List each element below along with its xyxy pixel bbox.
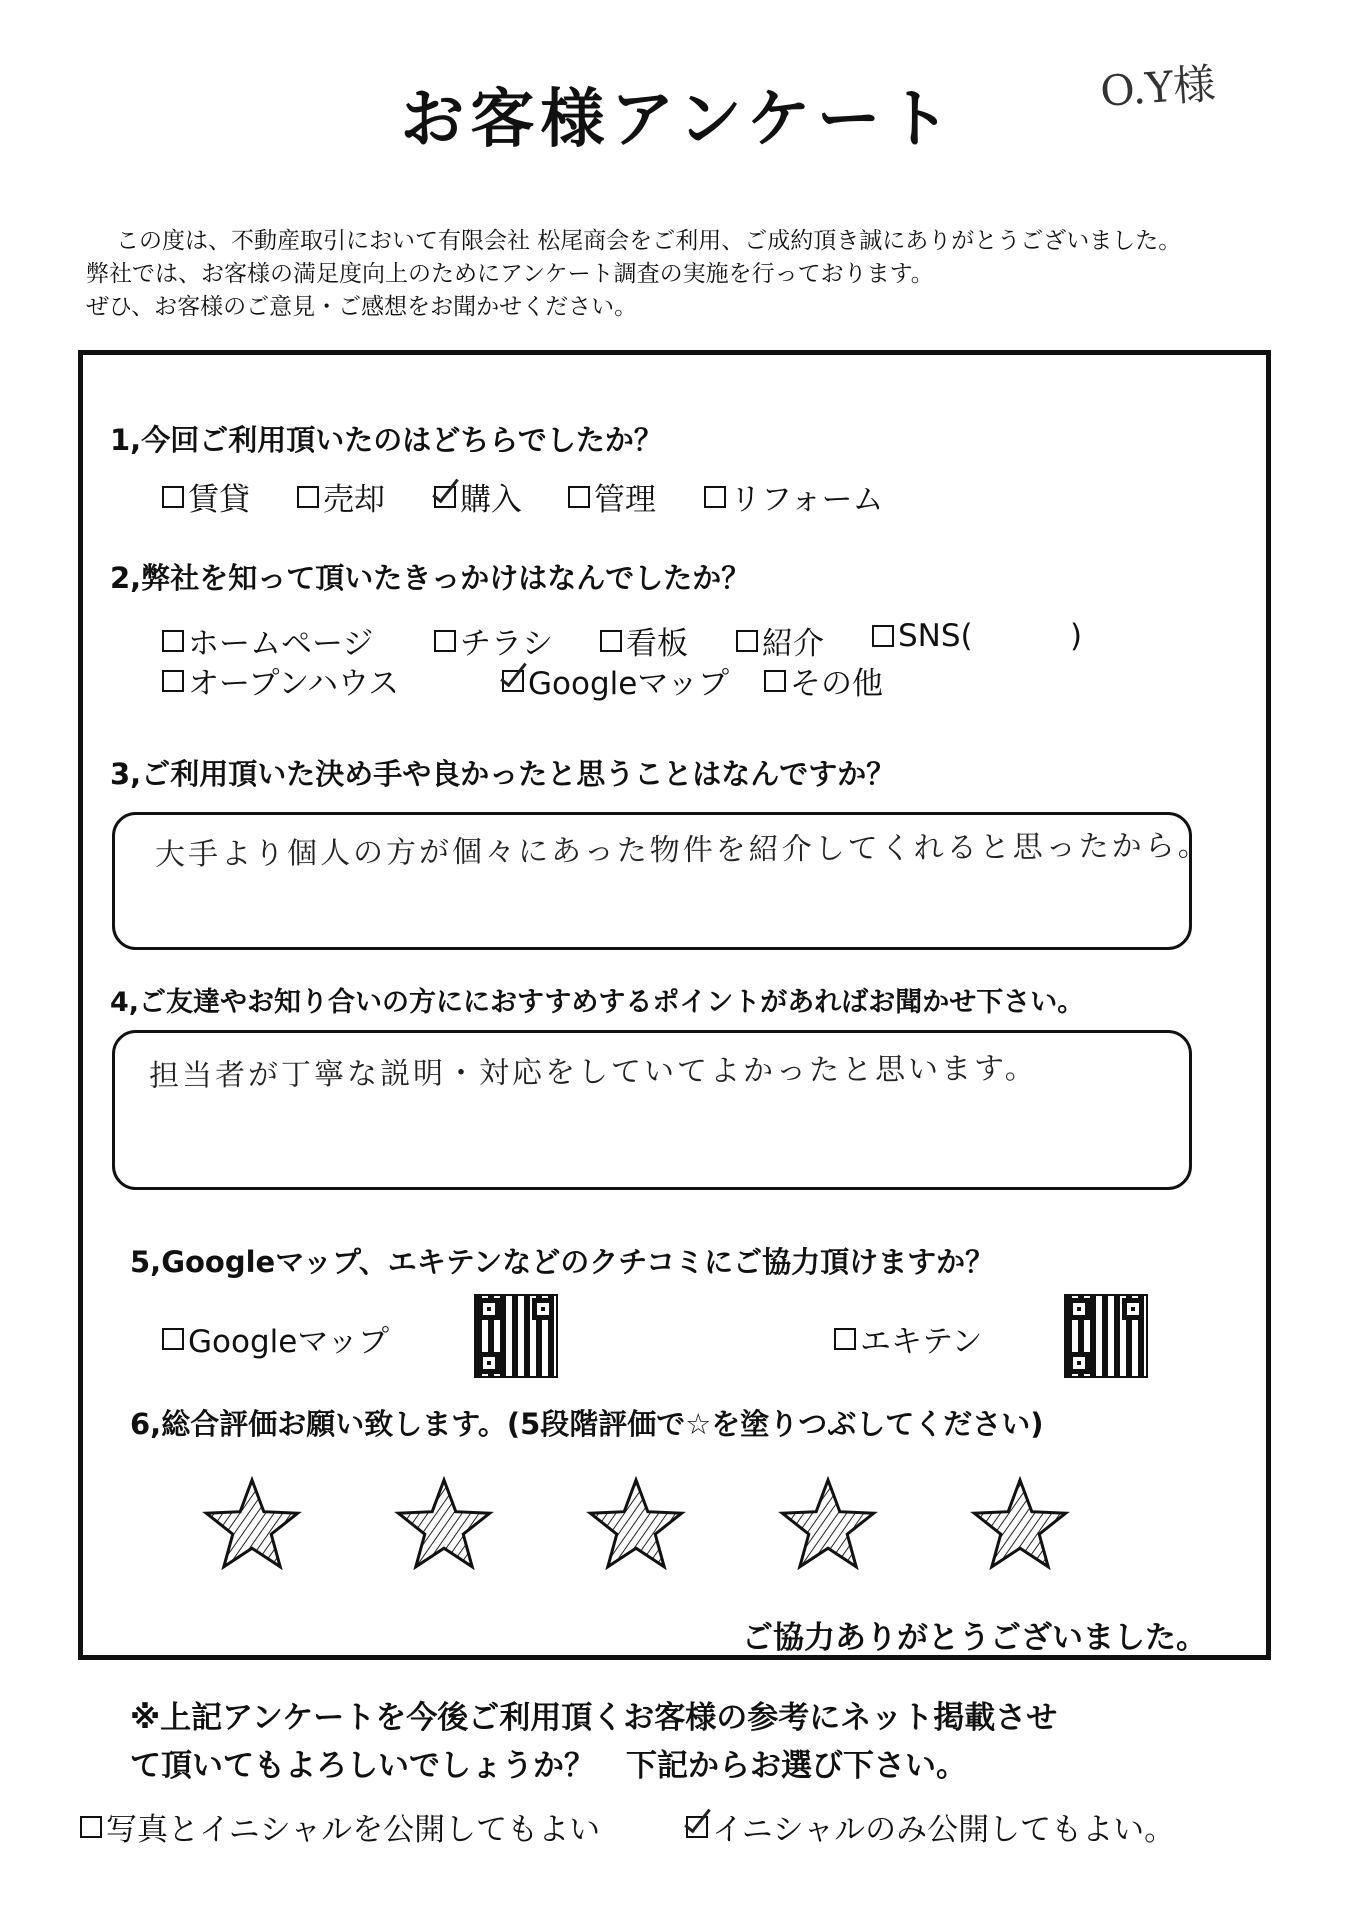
- checkbox[interactable]: [162, 670, 184, 692]
- option-label: 写真とイニシャルを公開してもよい: [106, 1812, 601, 1848]
- checkbox-checked[interactable]: [686, 1816, 708, 1838]
- ekiten-qr-code[interactable]: [1064, 1294, 1148, 1378]
- checkbox[interactable]: [872, 625, 894, 647]
- q3-handwritten-answer: 大手より個人の方が個々にあった物件を紹介してくれると思ったから。: [154, 828, 1211, 873]
- q2-option-sns[interactable]: [872, 618, 973, 654]
- checkbox[interactable]: [162, 1328, 184, 1350]
- q2-option-openhouse[interactable]: [162, 658, 399, 703]
- q1-option-sell[interactable]: [297, 474, 385, 519]
- checkbox[interactable]: [764, 670, 786, 692]
- option-label: ホームページ: [188, 626, 374, 662]
- checkbox-checked[interactable]: [434, 486, 456, 508]
- checkbox[interactable]: [162, 630, 184, 652]
- option-label: 看板: [626, 626, 688, 662]
- page-title: お客様アンケート: [400, 83, 957, 157]
- googlemap-qr-code[interactable]: [474, 1294, 558, 1378]
- q2-option-other[interactable]: [764, 658, 883, 703]
- handwritten-initials: O.Y様: [1098, 59, 1217, 116]
- question-3: 3,ご利用頂いた決め手や良かったと思うことはなんですか？: [110, 757, 896, 791]
- option-label: リフォーム: [730, 482, 884, 518]
- footer-option-initials-only[interactable]: [686, 1804, 1175, 1849]
- intro-text: [86, 225, 1181, 324]
- option-label: 賃貸: [188, 482, 250, 518]
- checkbox[interactable]: [80, 1816, 102, 1838]
- checkbox[interactable]: [162, 486, 184, 508]
- q4-answer-box[interactable]: [112, 1030, 1192, 1190]
- checkbox[interactable]: [297, 486, 319, 508]
- option-label: 売却: [323, 482, 385, 518]
- question-4: 4,ご友達やお知り合いの方ににおすすめするポイントがあればお聞かせ下さい。: [110, 987, 1085, 1018]
- note-line: ※上記アンケートを今後ご利用頂くお客様の参考にネット掲載させ: [130, 1700, 1058, 1736]
- option-label: Googleマップ: [188, 1324, 390, 1360]
- option-label: オープンハウス: [188, 666, 400, 702]
- q2-option-signboard[interactable]: [600, 618, 688, 663]
- option-label: 管理: [594, 482, 656, 518]
- checkbox[interactable]: [736, 630, 758, 652]
- q1-option-reform[interactable]: [704, 474, 883, 519]
- option-label: イニシャルのみ公開してもよい。: [712, 1812, 1176, 1848]
- option-label: Googleマップ: [528, 666, 730, 702]
- q3-answer-box[interactable]: [112, 812, 1211, 950]
- option-label: 紹介: [762, 626, 824, 662]
- option-label: その他: [790, 666, 883, 702]
- sns-close-paren: ): [1070, 618, 1083, 654]
- option-label: エキテン: [860, 1324, 983, 1360]
- q2-option-referral[interactable]: [736, 618, 824, 663]
- question-1: 1,今回ご利用頂いたのはどちらでしたか？: [110, 423, 663, 457]
- q4-handwritten-answer: 担当者が丁寧な説明・対応をしていてよかったと思います。: [148, 1051, 1038, 1094]
- question-6: 6,総合評価お願い致します。(5段階評価で☆を塗りつぶしてください): [130, 1407, 1044, 1441]
- thanks-message: ご協力ありがとうございました。: [742, 1620, 1207, 1656]
- checkbox[interactable]: [704, 486, 726, 508]
- intro-line: 弊社では、お客様の満足度向上のためにアンケート調査の実施を行っております。: [86, 261, 934, 287]
- q2-option-googlemap[interactable]: [502, 658, 729, 703]
- q2-option-flyer[interactable]: [434, 618, 553, 663]
- intro-line: ぜひ、お客様のご意見・ご感想をお聞かせください。: [86, 294, 638, 320]
- q1-option-buy[interactable]: [434, 474, 522, 519]
- checkbox-checked[interactable]: [502, 670, 524, 692]
- question-5: 5,Googleマップ、エキテンなどのクチコミにご協力頂けますか？: [130, 1245, 995, 1279]
- q1-option-manage[interactable]: [568, 474, 656, 519]
- checkbox[interactable]: [568, 486, 590, 508]
- note-line: て頂いてもよろしいでしょうか？ 下記からお選び下さい。: [130, 1748, 967, 1784]
- intro-line: この度は、不動産取引において有限会社 松尾商会をご利用、ご成約頂き誠にありがとうございました。: [116, 228, 1182, 254]
- checkbox[interactable]: [834, 1328, 856, 1350]
- q5-option-ekiten[interactable]: [834, 1316, 982, 1361]
- option-label: 購入: [460, 482, 522, 518]
- footer-option-photo-initials[interactable]: [80, 1804, 600, 1849]
- checkbox[interactable]: [434, 630, 456, 652]
- publication-note: [130, 1694, 1057, 1790]
- checkbox[interactable]: [600, 630, 622, 652]
- q2-option-homepage[interactable]: [162, 618, 373, 663]
- question-2: 2,弊社を知って頂いたきっかけはなんでしたか？: [110, 561, 751, 595]
- q5-option-googlemap[interactable]: [162, 1316, 389, 1361]
- q1-option-rent[interactable]: [162, 474, 250, 519]
- option-label: チラシ: [460, 626, 553, 662]
- option-label: SNS(: [898, 618, 973, 654]
